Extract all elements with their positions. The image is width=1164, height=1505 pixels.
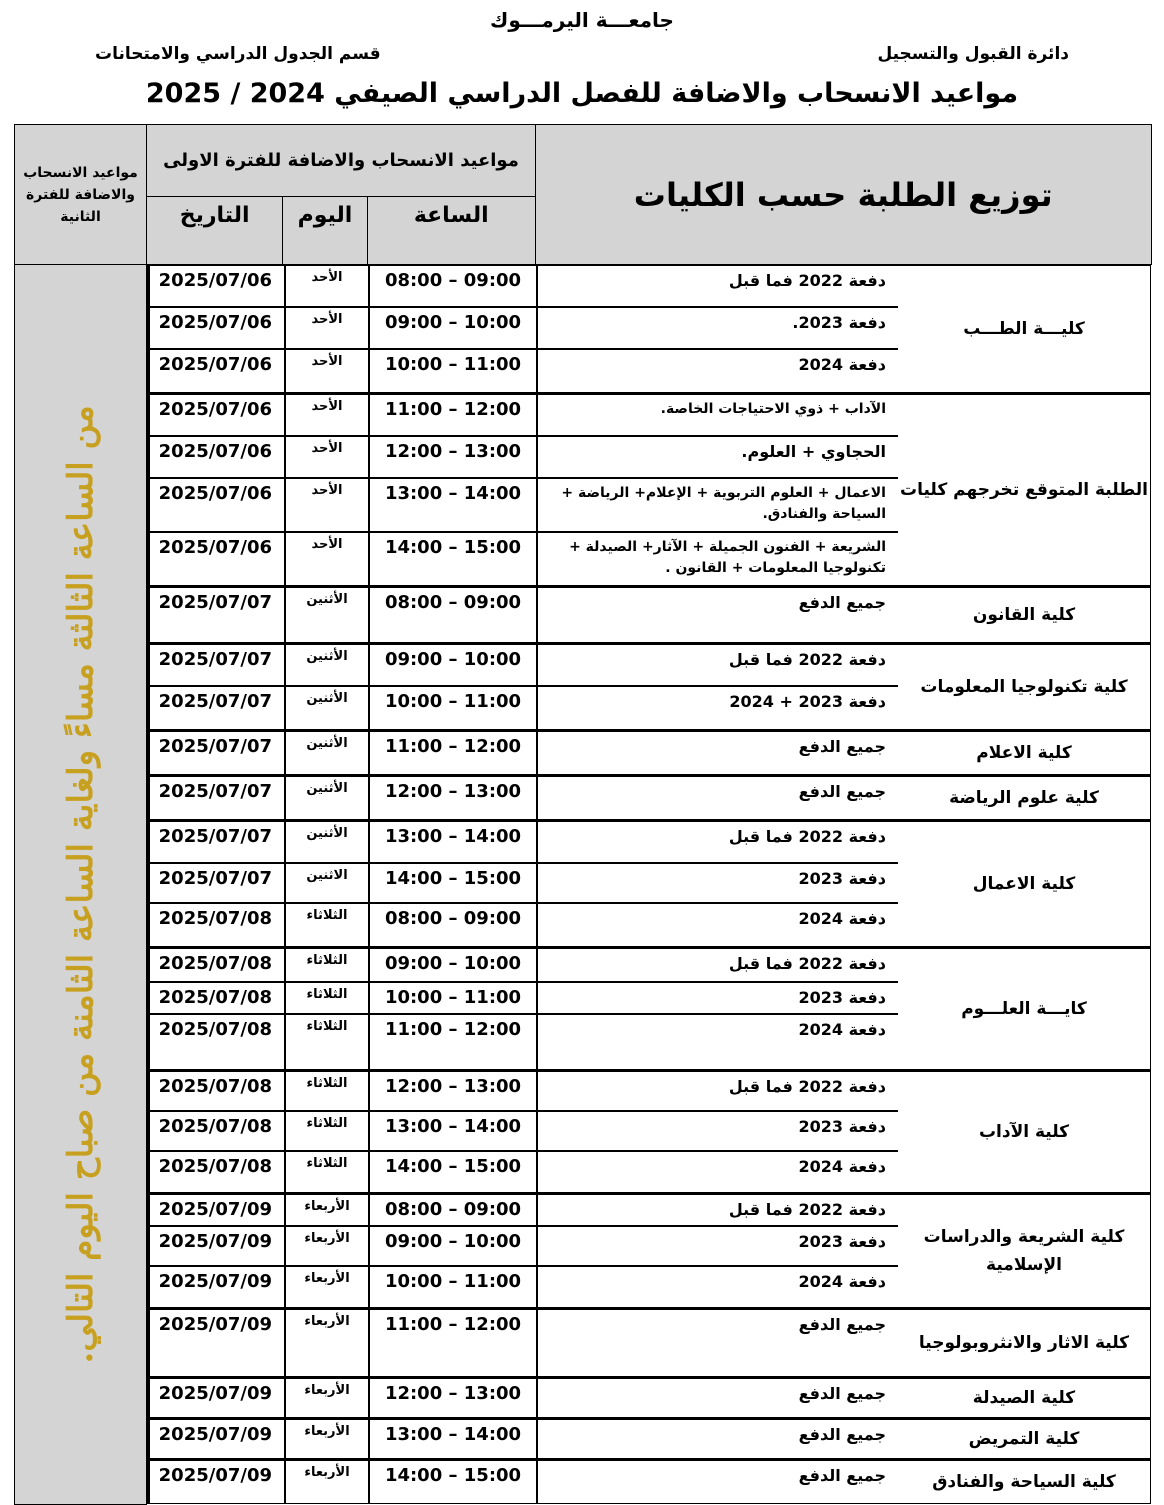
second-period-text: من الساعة الثالثة مساءً ولغاية الساعة الثامنة من صباح اليوم التالي. [61,405,101,1364]
row-description: جميع الدفع [536,588,898,642]
schedule-row [148,777,1150,819]
schedule-row [148,395,1150,437]
schedule-department: قسم الجدول الدراسي والامتحانات [95,44,381,64]
faculty-name: كلية الآداب [978,1122,1070,1142]
faculty-name: كلية علوم الرياضة [949,788,1099,808]
first-period-header: مواعيد الانسحاب والاضافة للفترة الاولى [147,125,536,197]
row-time: 14:00 – 15:00 [368,1152,536,1192]
row-day: الثلاثاء [284,1112,368,1152]
row-description: الحجاوي + العلوم. [536,437,898,479]
faculty-name: كلية الشريعة والدراسات الإسلامية [923,1227,1125,1275]
row-date: 2025/07/07 [148,822,284,864]
row-day: الأربعاء [284,1461,368,1503]
faculty-group [147,729,1151,774]
row-date: 2025/07/09 [148,1195,284,1227]
schedule-row [148,822,1150,864]
row-day: الثلاثاء [284,1152,368,1192]
schedule-row [148,266,1150,308]
row-date: 2025/07/08 [148,904,284,946]
row-date: 2025/07/08 [148,1072,284,1112]
row-time: 12:00 – 13:00 [368,437,536,479]
row-time: 09:00 – 10:00 [368,949,536,983]
faculty-group [147,642,1151,729]
university-name: جامعـــة اليرمـــوك [490,8,674,32]
faculty-name: كلية السياحة والفنادق [932,1472,1116,1492]
row-date: 2025/07/07 [148,777,284,819]
row-date: 2025/07/06 [148,308,284,350]
faculty-group [147,1307,1151,1376]
admission-department: دائرة القبول والتسجيل [877,44,1069,64]
second-period-column [15,265,147,1505]
row-day: الأحد [284,308,368,350]
row-time: 13:00 – 14:00 [368,822,536,864]
row-description: دفعة 2023 [536,983,898,1015]
row-time: 11:00 – 12:00 [368,732,536,774]
row-time: 09:00 – 10:00 [368,308,536,350]
faculty-group [147,774,1151,819]
row-description: جميع الدفع [536,1379,898,1417]
row-description: دفعة 2022 فما قبل [536,1195,898,1227]
row-date: 2025/07/06 [148,395,284,437]
row-date: 2025/07/06 [148,533,284,585]
row-date: 2025/07/09 [148,1310,284,1376]
row-date: 2025/07/07 [148,732,284,774]
row-time: 08:00 – 09:00 [368,904,536,946]
row-time: 14:00 – 15:00 [368,1461,536,1503]
row-time: 13:00 – 14:00 [368,1112,536,1152]
row-day: الأثنين [284,645,368,687]
row-time: 12:00 – 13:00 [368,1379,536,1417]
row-time: 11:00 – 12:00 [368,1015,536,1069]
day-header: اليوم [283,197,367,265]
row-day: الثلاثاء [284,983,368,1015]
row-date: 2025/07/09 [148,1461,284,1503]
row-description: الشريعة + الفنون الجميلة + الآثار+ الصيدلة + تكنولوجيا المعلومات + القانون . [536,533,898,585]
row-time: 12:00 – 13:00 [368,1072,536,1112]
row-description: الآداب + ذوي الاحتياجات الخاصة. [536,395,898,437]
row-date: 2025/07/06 [148,266,284,308]
row-date: 2025/07/07 [148,864,284,904]
schedule-row [148,732,1150,774]
row-date: 2025/07/09 [148,1420,284,1458]
faculty-name: كلية القانون [972,605,1076,625]
row-date: 2025/07/08 [148,983,284,1015]
row-day: الأثنين [284,777,368,819]
row-description: دفعة 2022 فما قبل [536,266,898,308]
row-day: الأربعاء [284,1195,368,1227]
schedule-row [148,949,1150,983]
row-description: جميع الدفع [536,1420,898,1458]
row-time: 09:00 – 10:00 [368,645,536,687]
row-time: 08:00 – 09:00 [368,1195,536,1227]
faculty-groups [147,265,1151,1504]
row-description: دفعة 2022 فما قبل [536,949,898,983]
faculty-group [147,392,1151,585]
row-day: الثلاثاء [284,1072,368,1112]
row-day: الأربعاء [284,1310,368,1376]
row-time: 14:00 – 15:00 [368,533,536,585]
second-period-header: مواعيد الانسحاب والاضافة للفترة الثانية [15,125,147,265]
row-description: دفعة 2023 [536,1112,898,1152]
schedule-row [148,1310,1150,1376]
row-day: الأحد [284,533,368,585]
time-header: الساعة [367,197,535,265]
row-description: جميع الدفع [536,732,898,774]
row-day: الأثنين [284,588,368,642]
schedule-row [148,1195,1150,1227]
row-description: الاعمال + العلوم التربوية + الإعلام+ الرياضة + السياحة والفنادق. [536,479,898,533]
row-description: دفعة 2024 [536,1267,898,1307]
row-time: 11:00 – 12:00 [368,395,536,437]
row-date: 2025/07/07 [148,588,284,642]
row-time: 14:00 – 15:00 [368,864,536,904]
row-day: الأربعاء [284,1420,368,1458]
row-day: الثلاثاء [284,949,368,983]
row-description: دفعة 2023 [536,864,898,904]
row-day: الأثنين [284,687,368,729]
row-day: الأحد [284,479,368,533]
faculty-group [147,1192,1151,1307]
faculty-group [147,585,1151,642]
faculty-name: كلية التمريض [968,1429,1080,1449]
row-day: الأحد [284,395,368,437]
row-description: دفعة 2024 [536,350,898,392]
row-description: جميع الدفع [536,777,898,819]
row-day: الأثنين [284,822,368,864]
faculty-name: كلية تكنولوجيا المعلومات [920,677,1128,697]
row-date: 2025/07/08 [148,949,284,983]
row-description: جميع الدفع [536,1310,898,1376]
row-date: 2025/07/09 [148,1379,284,1417]
row-description: دفعة 2023 [536,1227,898,1267]
faculty-name: كلية الاعمال [972,874,1076,894]
faculty-name: كلية الاعلام [976,743,1072,763]
faculty-group [147,819,1151,946]
row-description: دفعة 2024 [536,1152,898,1192]
row-day: الأثنين [284,732,368,774]
row-date: 2025/07/06 [148,479,284,533]
row-date: 2025/07/08 [148,1015,284,1069]
schedule-row [148,1072,1150,1112]
row-time: 12:00 – 13:00 [368,777,536,819]
row-description: دفعة 2022 فما قبل [536,645,898,687]
row-time: 10:00 – 11:00 [368,1267,536,1307]
row-description: دفعة 2022 فما قبل [536,822,898,864]
faculty-group [147,1417,1151,1458]
date-header: التاريخ [147,197,283,265]
page-title: مواعيد الانسحاب والاضافة للفصل الدراسي الصيفي 2024 / 2025 [145,78,1019,109]
row-time: 09:00 – 10:00 [368,1227,536,1267]
row-time: 10:00 – 11:00 [368,983,536,1015]
row-time: 08:00 – 09:00 [368,266,536,308]
row-day: الأربعاء [284,1267,368,1307]
row-day: الثلاثاء [284,1015,368,1069]
row-time: 13:00 – 14:00 [368,479,536,533]
row-day: الأحد [284,350,368,392]
faculty-name: كليـــة الطـــب [963,319,1085,339]
row-description: دفعة 2022 فما قبل [536,1072,898,1112]
row-day: الاثنين [284,864,368,904]
row-time: 13:00 – 14:00 [368,1420,536,1458]
row-day: الأحد [284,437,368,479]
row-date: 2025/07/06 [148,437,284,479]
row-date: 2025/07/08 [148,1152,284,1192]
row-description: دفعة 2023 + 2024 [536,687,898,729]
row-date: 2025/07/09 [148,1227,284,1267]
schedule-row [148,588,1150,642]
row-description: جميع الدفع [536,1461,898,1503]
row-day: الثلاثاء [284,904,368,946]
row-description: دفعة 2023. [536,308,898,350]
faculty-name: الطلبة المتوقع تخرجهم كليات [900,480,1148,500]
row-day: الأربعاء [284,1379,368,1417]
faculty-name: كلية الاثار والانثروبولوجيا [918,1333,1130,1353]
faculty-name: كايـــة العلـــوم [961,999,1087,1019]
schedule-row [148,1379,1150,1417]
schedule-row [148,645,1150,687]
faculty-group [147,265,1151,392]
faculty-group [147,1458,1151,1504]
row-date: 2025/07/08 [148,1112,284,1152]
row-date: 2025/07/06 [148,350,284,392]
row-day: الأربعاء [284,1227,368,1267]
faculty-group [147,1376,1151,1417]
row-time: 08:00 – 09:00 [368,588,536,642]
row-date: 2025/07/09 [148,1267,284,1307]
row-description: دفعة 2024 [536,904,898,946]
distribution-header: توزيع الطلبة حسب الكليات [535,125,1151,265]
row-date: 2025/07/07 [148,645,284,687]
row-date: 2025/07/07 [148,687,284,729]
row-day: الأحد [284,266,368,308]
row-time: 10:00 – 11:00 [368,350,536,392]
row-time: 10:00 – 11:00 [368,687,536,729]
schedule-table [14,124,1152,1505]
row-time: 11:00 – 12:00 [368,1310,536,1376]
row-description: دفعة 2024 [536,1015,898,1069]
faculty-name: كلية الصيدلة [972,1388,1076,1408]
faculty-group [147,946,1151,1069]
schedule-row [148,1420,1150,1458]
faculty-group [147,1069,1151,1192]
